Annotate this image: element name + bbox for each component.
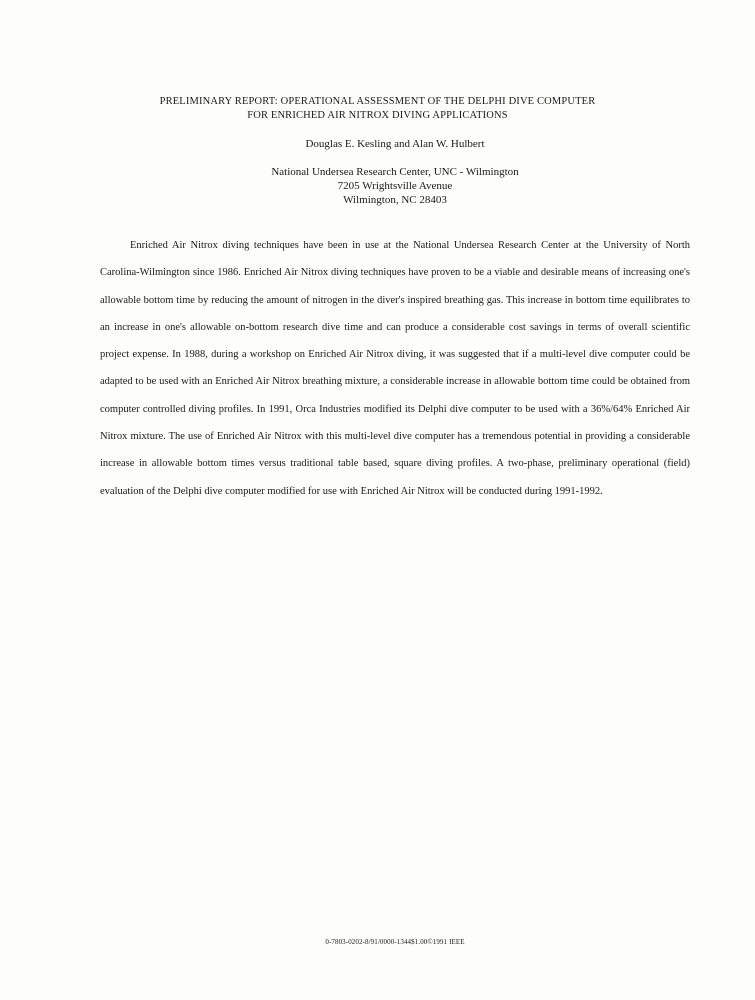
- affiliation-city: Wilmington, NC 28403: [343, 194, 447, 206]
- affiliation: [0, 165, 755, 207]
- authors: Douglas E. Kesling and Alan W. Hulbert: [305, 138, 485, 150]
- affiliation-street: 7205 Wrightsville Avenue: [337, 180, 453, 192]
- paper-title: [0, 95, 755, 123]
- copyright-footer: 0-7803-0202-8/91/0000-1344$1.00©1991 IEEE: [325, 938, 465, 946]
- title-line-1: PRELIMINARY REPORT: OPERATIONAL ASSESSMENT OF THE DELPHI DIVE COMPUTER: [159, 96, 596, 107]
- abstract-paragraph: Enriched Air Nitrox diving techniques have been in use at the National Undersea Research Center at the University of North Carolina-Wilmington since 1986. Enriched Air Nitrox diving techniques have proven to be a viable and desirable means of increasing one's allowable bottom time by reducing the amount of nitrogen in the diver's inspired breathing gas. This increase in bottom time equilibrates to an increase in one's allowable on-bottom research dive time and can produce a considerable cost savings in terms of overall scientific project expense. In 1988, during a workshop on Enriched Air Nitrox diving, it was suggested that if a multi-level dive computer could be adapted to be used with an Enriched Air Nitrox breathing mixture, a considerable increase in allowable bottom time could be obtained from computer controlled diving profiles. In 1991, Orca Industries modified its Delphi dive computer to be used with a 36%/64% Enriched Air Nitrox mixture. The use of Enriched Air Nitrox with this multi-level dive computer has a tremendous potential in providing a considerable increase in allowable bottom times versus traditional table based, square diving profiles. A two-phase, preliminary operational (field) evaluation of the Delphi dive computer modified for use with Enriched Air Nitrox will be conducted during 1991-1992.: [100, 240, 690, 497]
- title-line-2: FOR ENRICHED AIR NITROX DIVING APPLICATIONS: [247, 110, 508, 121]
- affiliation-institution: National Undersea Research Center, UNC - Wilmington: [271, 166, 519, 178]
